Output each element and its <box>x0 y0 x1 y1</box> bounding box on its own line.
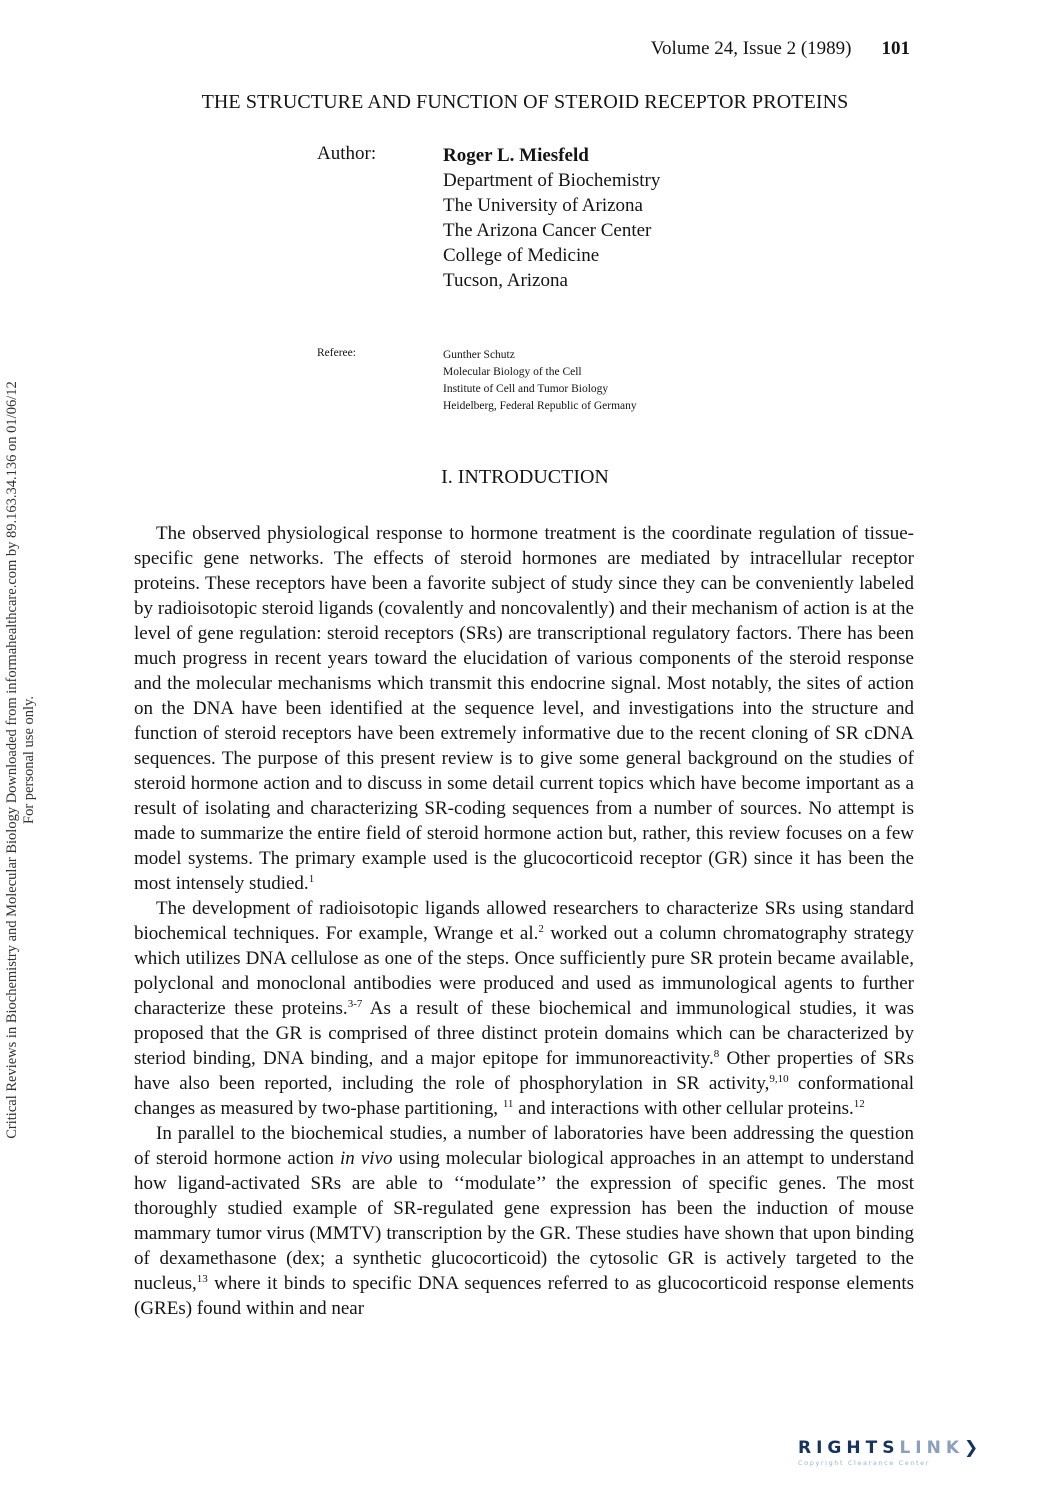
body-text <box>134 521 914 1321</box>
watermark-line: Critical Reviews in Biochemistry and Molecular Biology Downloaded from informahealthcare.com by 89.163.34.136 on 01/06/12 <box>4 381 20 1139</box>
journal-volume-issue: Volume 24, Issue 2 (1989) <box>650 38 852 59</box>
paragraph-text: conformational changes as measured by two-phase partitioning, <box>134 1073 914 1119</box>
citation-superscript: 9,10 <box>769 1073 789 1085</box>
arrow-icon: ❯ <box>964 1438 979 1458</box>
author-affiliation-line: The Arizona Cancer Center <box>443 220 652 241</box>
referee-line: Institute of Cell and Tumor Biology <box>443 383 609 395</box>
download-watermark <box>4 10 44 1510</box>
body-paragraph <box>134 1121 914 1321</box>
referee-line: Heidelberg, Federal Republic of Germany <box>443 400 637 412</box>
author-affiliation-line: Department of Biochemistry <box>443 170 661 191</box>
article-title: THE STRUCTURE AND FUNCTION OF STEROID RECEPTOR PROTEINS <box>201 91 849 113</box>
rightslink-logo <box>798 1438 1028 1478</box>
paragraph-text: worked out a column chromatography strategy which utilizes DNA cellulose as one of the steps. Once sufficiently pure SR protein became available, polyclonal and monoclonal antibodies were produced and used as immunological agents to further characterize these proteins. <box>134 923 915 1019</box>
citation-superscript: 11 <box>502 1098 514 1110</box>
watermark-line: For personal use only. <box>21 696 37 824</box>
paragraph-text: As a result of these biochemical and immunological studies, it was proposed that the GR is comprised of three distinct protein domains which can be characterized by steriod binding, DNA binding, and a major epitope for immunoreactivity. <box>134 998 914 1069</box>
author-label: Author: <box>317 143 377 164</box>
citation-superscript: 1 <box>308 873 315 885</box>
citation-superscript: 13 <box>196 1273 208 1285</box>
referee-label: Referee: <box>317 347 356 359</box>
paragraph-text: The observed physiological response to hormone treatment is the coordinate regulation of tissue-specific gene networks. The effects of steroid hormones are mediated by intracellular receptor proteins. These receptors have been a favorite subject of study since they can be conveniently labeled by radioisotopic steroid ligands (covalently and noncovalently) and their mechanism of action is at the level of gene regulation: steroid receptors (SRs) are transcriptional regulatory factors. There has been much progress in recent years toward the elucidation of various components of the steroid response and the molecular mechanisms which transmit this endocrine signal. Most notably, the sites of action on the DNA have been identified at the sequence level, and investigations into the structure and function of steroid receptors have been extremely informative due to the recent cloning of SR cDNA sequences. The purpose of this present review is to give some general background on the studies of steroid hormone action and to discuss in some detail current topics which have become important as a result of isolating and characterizing SR-coding sequences from a number of sources. No attempt is made to summarize the entire field of steroid hormone action but, rather, this review focuses on a few model systems. The primary example used is the glucocorticoid receptor (GR) since it has been the most intensely studied. <box>134 523 914 894</box>
running-header <box>651 38 910 60</box>
citation-superscript: 2 <box>538 923 544 935</box>
author-affiliation-line: The University of Arizona <box>443 195 643 216</box>
author-block <box>443 143 660 293</box>
paragraph-text: In parallel to the biochemical studies, a number of laboratories have been addressing the question of steroid hormone action <box>134 1123 914 1169</box>
referee-line: Gunther Schutz <box>443 349 515 361</box>
rightslink-rights: RIGHTS <box>798 1438 900 1458</box>
rightslink-wordmark <box>798 1438 1028 1458</box>
referee-line: Molecular Biology of the Cell <box>443 366 582 378</box>
paragraph-text: where it binds to specific DNA sequences referred to as glucocorticoid response elements (GREs) found within and near <box>134 1273 914 1319</box>
author-name: Roger L. Miesfeld <box>443 145 589 166</box>
paragraph-text: The development of radioisotopic ligands allowed researchers to characterize SRs using standard biochemical techniques. For example, Wrange et al. <box>134 898 914 944</box>
page-number: 101 <box>881 38 910 59</box>
italic-text: in vivo <box>339 1148 393 1169</box>
referee-block <box>443 347 637 415</box>
citation-superscript: 12 <box>853 1098 865 1110</box>
citation-superscript: 8 <box>713 1048 720 1060</box>
paragraph-text: Other properties of SRs have also been reported, including the role of phosphorylation in SR activity, <box>134 1048 914 1094</box>
section-heading: I. INTRODUCTION <box>441 466 609 488</box>
author-affiliation-line: College of Medicine <box>443 245 600 266</box>
rightslink-tagline: Copyright Clearance Center <box>798 1459 931 1467</box>
body-paragraph <box>134 521 914 896</box>
citation-superscript: 3-7 <box>347 998 363 1010</box>
paragraph-text: using molecular biological approaches in an attempt to understand how ligand-activated SRs are able to ‘‘modulate’’ the expression of specific genes. The most thoroughly studied example of SR-regulated gene expression has been the induction of mouse mammary tumor virus (MMTV) transcription by the GR. These studies have shown that upon binding of dexamethasone (dex; a synthetic glucocorticoid) the cytosolic GR is actively targeted to the nucleus, <box>134 1148 914 1294</box>
paragraph-text: and interactions with other cellular proteins. <box>513 1098 854 1119</box>
rightslink-link: LINK <box>899 1438 964 1458</box>
body-paragraph <box>134 896 914 1121</box>
author-affiliation-line: Tucson, Arizona <box>443 270 568 291</box>
